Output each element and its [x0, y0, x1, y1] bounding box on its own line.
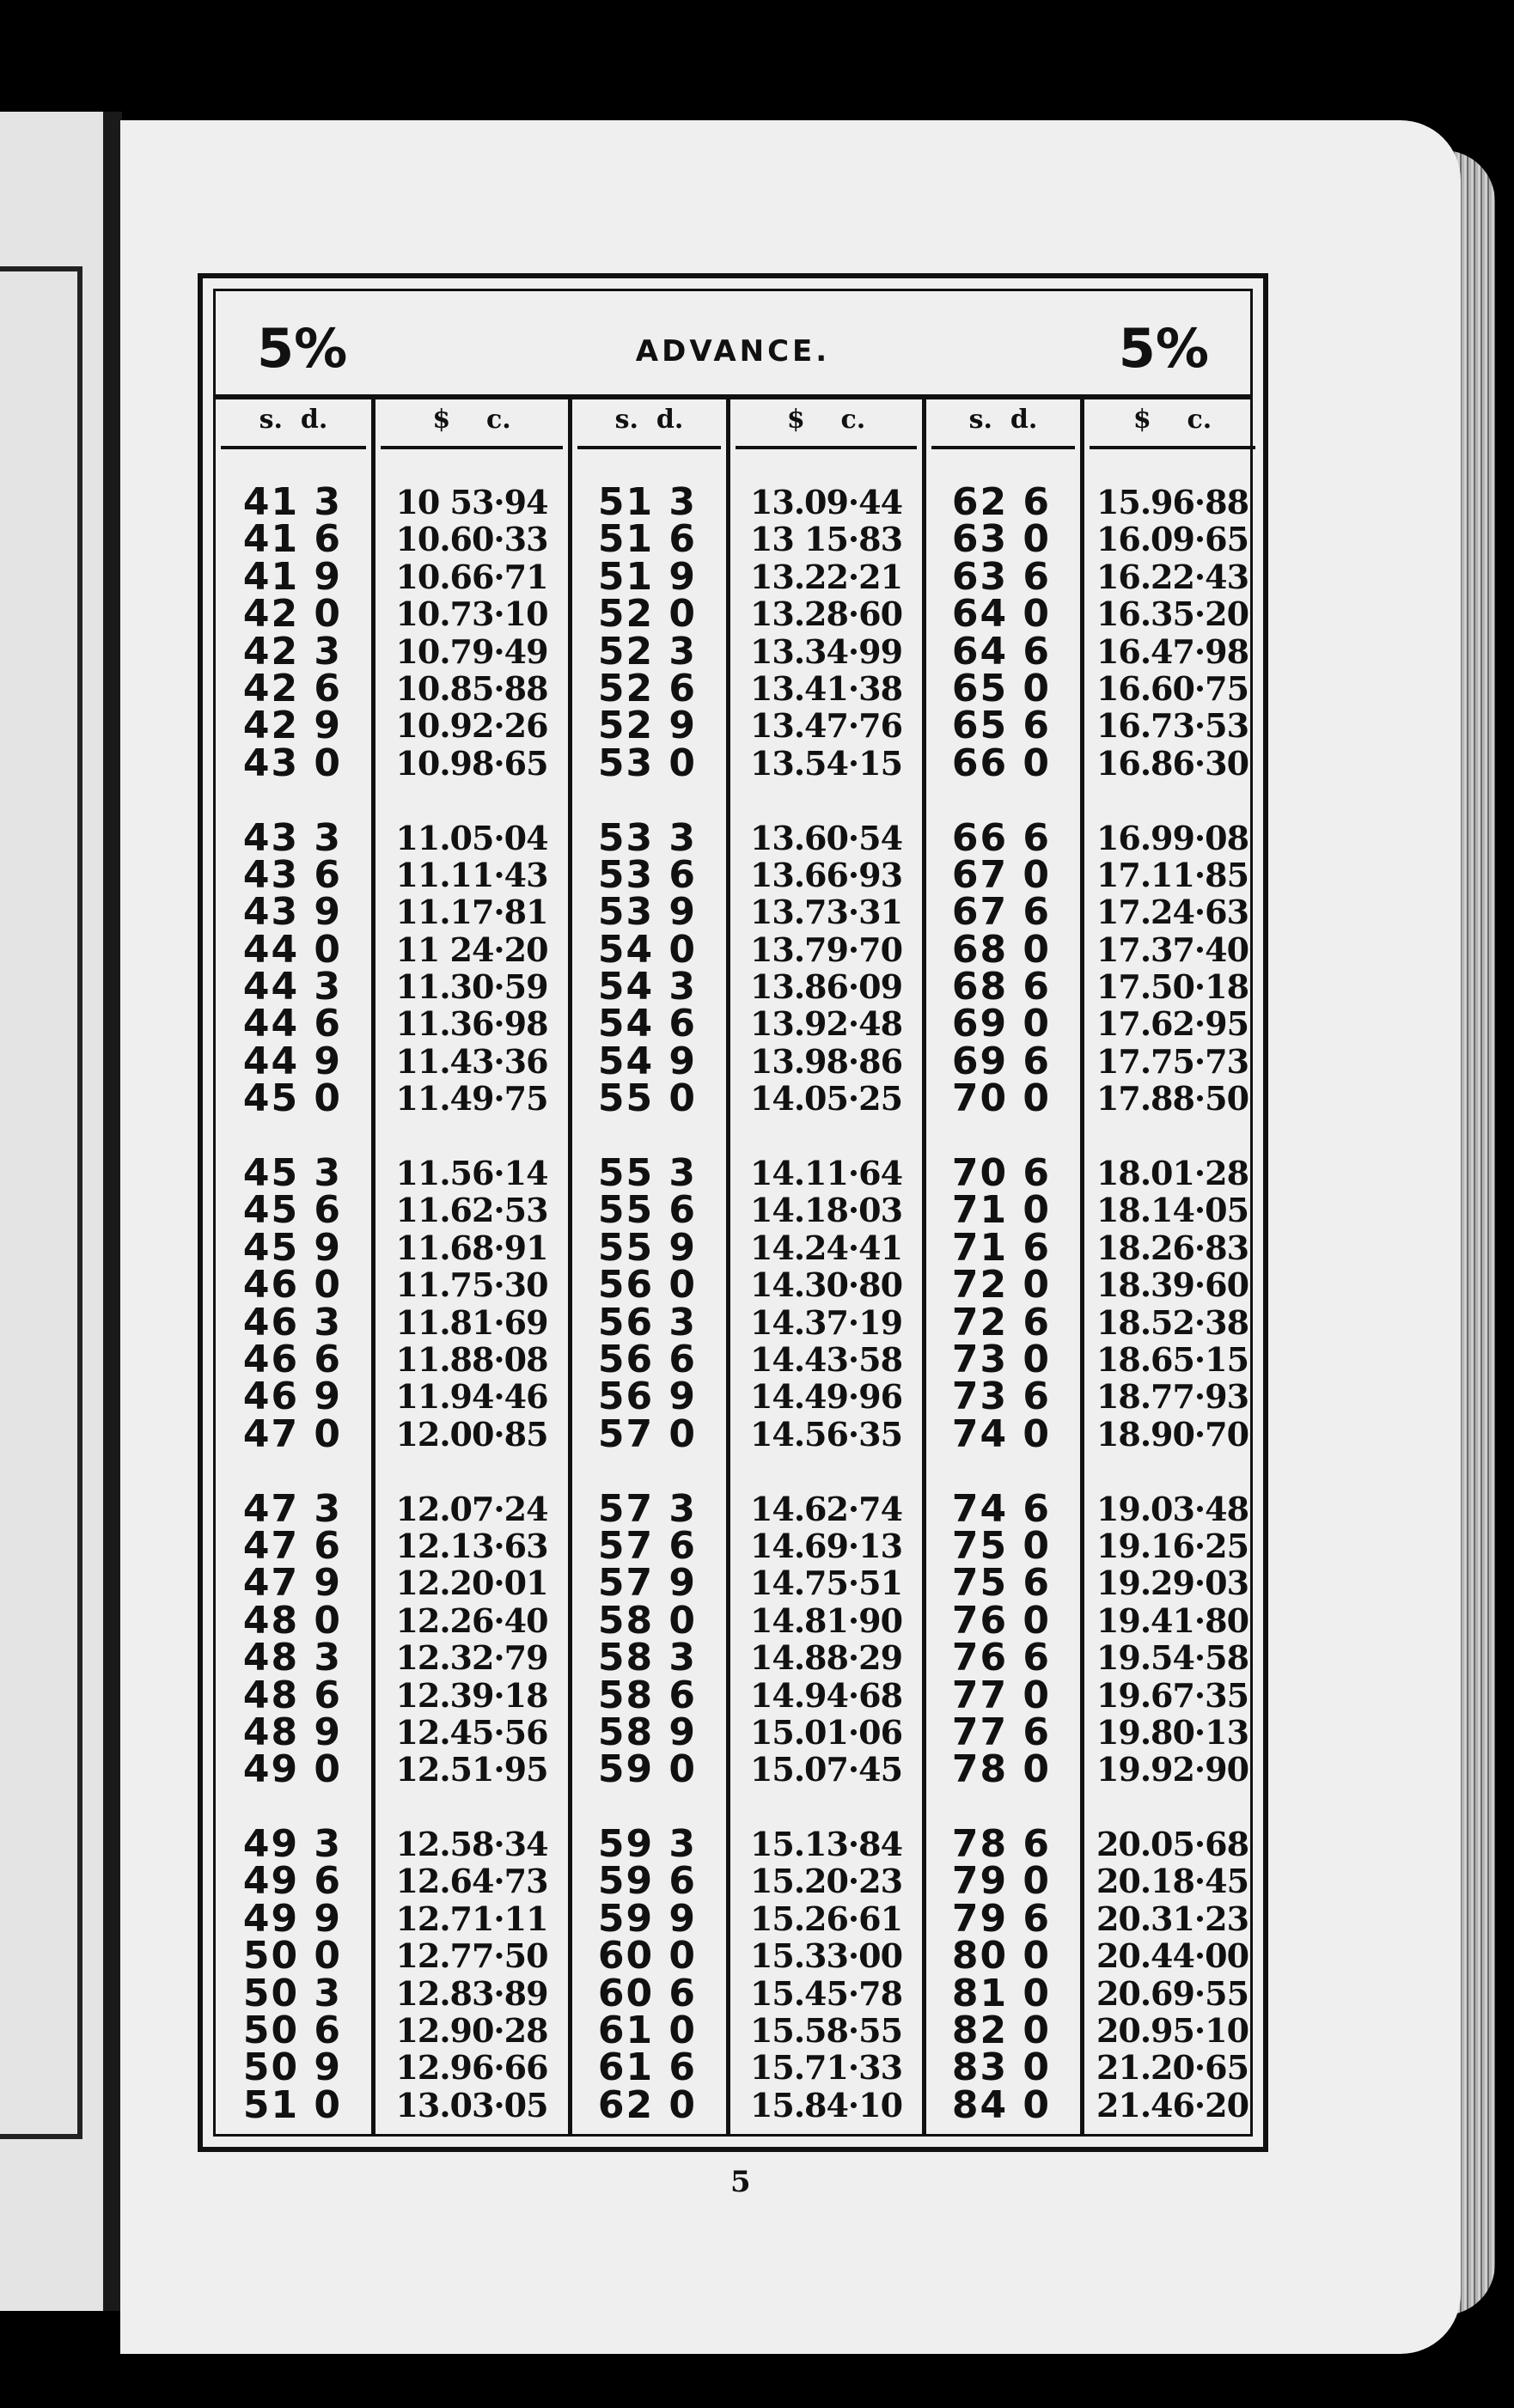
dollars-cents-cell: 10.60·33 [395, 520, 548, 559]
dollars-cents-cell: 13.34·99 [749, 631, 903, 671]
dollars-cents-cell: 18.65·15 [1096, 1339, 1249, 1379]
shillings-pence-cell: 43 9 [242, 890, 342, 935]
shillings-pence-cell: 73 0 [951, 1337, 1051, 1381]
dollars-cents-cell: 16.09·65 [1096, 520, 1249, 559]
group-gap [926, 1789, 1080, 1826]
shillings-pence-cell: 51 9 [597, 554, 697, 599]
shillings-pence-cell: 47 3 [242, 1486, 342, 1531]
dollars-cents-cell: 11.43·36 [395, 1041, 548, 1081]
group-gap [1084, 1118, 1261, 1155]
dollars-cents-cell: 18.01·28 [1096, 1154, 1249, 1193]
column-money-3 [1080, 394, 1261, 2134]
dollars-cents-cell: 11.17·81 [395, 893, 548, 932]
shillings-pence-cell: 77 6 [951, 1710, 1051, 1754]
dollars-cents-cell: 20.18·45 [1096, 1862, 1249, 1901]
shillings-pence-cell: 58 9 [597, 1710, 697, 1754]
dollars-cents-cell: 15.20·23 [749, 1862, 903, 1901]
dollars-cents-cell: 12.39·18 [395, 1675, 548, 1715]
dollars-cents-cell: 12.96·66 [395, 2048, 548, 2088]
group-gap [572, 782, 726, 819]
dollars-cents-cell: 18.52·38 [1096, 1302, 1249, 1342]
shillings-pence-cell: 47 9 [242, 1561, 342, 1606]
shillings-pence-cell: 65 0 [951, 666, 1051, 710]
shillings-pence-cell: 54 6 [597, 1002, 697, 1046]
shillings-pence-cell: 56 3 [597, 1300, 697, 1344]
dollars-cents-cell: 14.69·13 [749, 1526, 903, 1565]
dollars-cents-cell: 13.22·21 [749, 557, 903, 596]
dollars-cents-cell: 17.24·63 [1096, 893, 1249, 932]
shillings-pence-cell: 83 0 [951, 2045, 1051, 2090]
dollars-cents-cell: 11.36·98 [395, 1004, 548, 1044]
shillings-pence-cell: 43 6 [242, 852, 342, 897]
dollars-cents-cell: 16.47·98 [1096, 631, 1249, 671]
dollars-cents-cell: 14.81·90 [749, 1600, 903, 1640]
shillings-pence-cell: 44 0 [242, 927, 342, 972]
column-header-money: $ c. [381, 394, 563, 449]
shillings-pence-cell: 68 6 [951, 965, 1051, 1009]
shillings-pence-cell: 49 3 [242, 1822, 342, 1867]
group-gap [1084, 782, 1261, 819]
dollars-cents-cell: 16.86·30 [1096, 743, 1249, 783]
column-header-sd: s. d. [577, 394, 721, 449]
dollars-cents-cell: 14.37·19 [749, 1302, 903, 1342]
dollars-cents-cell: 15.45·78 [749, 1973, 903, 2013]
dollars-cents-cell: 17.75·73 [1096, 1041, 1249, 1081]
shillings-pence-cell: 66 6 [951, 815, 1051, 860]
dollars-cents-cell: 12.71·11 [395, 1899, 548, 1938]
dollars-cents-cell: 20.31·23 [1096, 1899, 1249, 1938]
dollars-cents-cell: 19.54·58 [1096, 1638, 1249, 1678]
dollars-cents-cell: 18.90·70 [1096, 1414, 1249, 1454]
shillings-pence-cell: 69 6 [951, 1039, 1051, 1083]
shillings-pence-cell: 43 3 [242, 815, 342, 860]
shillings-pence-cell: 45 6 [242, 1188, 342, 1233]
shillings-pence-cell: 72 0 [951, 1263, 1051, 1308]
dollars-cents-cell: 12.83·89 [395, 1973, 548, 2013]
dollars-cents-cell: 18.39·60 [1096, 1265, 1249, 1305]
column-header-sd: s. d. [931, 394, 1075, 449]
shillings-pence-cell: 41 9 [242, 554, 342, 599]
shillings-pence-cell: 51 3 [597, 480, 697, 524]
shillings-pence-cell: 46 0 [242, 1263, 342, 1308]
dollars-cents-cell: 19.29·03 [1096, 1564, 1249, 1603]
group-gap [1084, 1453, 1261, 1490]
dollars-cents-cell: 20.69·55 [1096, 1973, 1249, 2013]
shillings-pence-cell: 58 6 [597, 1673, 697, 1717]
shillings-pence-cell: 57 0 [597, 1411, 697, 1456]
dollars-cents-cell: 17.50·18 [1096, 967, 1249, 1007]
group-gap [216, 782, 371, 819]
dollars-cents-cell: 10.85·88 [395, 668, 548, 708]
dollars-cents-cell: 11.05·04 [395, 818, 548, 857]
shillings-pence-cell: 71 6 [951, 1225, 1051, 1270]
shillings-pence-cell: 72 6 [951, 1300, 1051, 1344]
shillings-pence-cell: 57 9 [597, 1561, 697, 1606]
dollars-cents-cell: 13.92·48 [749, 1004, 903, 1044]
dollars-cents-cell: 11.56·14 [395, 1154, 548, 1193]
dollars-cents-cell: 15.84·10 [749, 2085, 903, 2125]
shillings-pence-cell: 53 3 [597, 815, 697, 860]
dollars-cents-cell: 10.92·26 [395, 706, 548, 746]
dollars-cents-cell: 10.79·49 [395, 631, 548, 671]
dollars-cents-cell: 12.77·50 [395, 1936, 548, 1976]
dollars-cents-cell: 12.58·34 [395, 1825, 548, 1864]
dollars-cents-cell: 11.68·91 [395, 1228, 548, 1267]
dollars-cents-cell: 20.05·68 [1096, 1825, 1249, 1864]
shillings-pence-cell: 61 6 [597, 2045, 697, 2090]
dollars-cents-cell: 12.64·73 [395, 1862, 548, 1901]
group-gap [572, 1453, 726, 1490]
shillings-pence-cell: 52 9 [597, 704, 697, 748]
shillings-pence-cell: 60 0 [597, 1934, 697, 1978]
group-gap [926, 1118, 1080, 1155]
shillings-pence-cell: 78 6 [951, 1822, 1051, 1867]
shillings-pence-cell: 61 0 [597, 2009, 697, 2053]
shillings-pence-cell: 67 0 [951, 852, 1051, 897]
shillings-pence-cell: 46 9 [242, 1375, 342, 1419]
shillings-pence-cell: 59 9 [597, 1896, 697, 1941]
shillings-pence-cell: 42 0 [242, 592, 342, 637]
dollars-cents-cell: 13.66·93 [749, 855, 903, 894]
dollars-cents-cell: 21.46·20 [1096, 2085, 1249, 2125]
dollars-cents-cell: 15.33·00 [749, 1936, 903, 1976]
dollars-cents-cell: 19.80·13 [1096, 1712, 1249, 1752]
dollars-cents-cell: 14.88·29 [749, 1638, 903, 1678]
dollars-cents-cell: 14.75·51 [749, 1564, 903, 1603]
shillings-pence-cell: 58 0 [597, 1598, 697, 1643]
dollars-cents-cell: 14.30·80 [749, 1265, 903, 1305]
shillings-pence-cell: 53 6 [597, 852, 697, 897]
shillings-pence-cell: 58 3 [597, 1636, 697, 1680]
dollars-cents-cell: 12.20·01 [395, 1564, 548, 1603]
shillings-pence-cell: 47 6 [242, 1523, 342, 1568]
dollars-cents-cell: 13.03·05 [395, 2085, 548, 2125]
shillings-pence-cell: 50 3 [242, 1971, 342, 2015]
dollars-cents-cell: 11.94·46 [395, 1377, 548, 1417]
dollars-cents-cell: 12.07·24 [395, 1489, 548, 1528]
column-money-1 [371, 394, 568, 2134]
shillings-pence-cell: 55 0 [597, 1076, 697, 1121]
shillings-pence-cell: 46 6 [242, 1337, 342, 1381]
group-gap [926, 782, 1080, 819]
group-gap [926, 1453, 1080, 1490]
shillings-pence-cell: 82 0 [951, 2009, 1051, 2053]
dollars-cents-cell: 11.11·43 [395, 855, 548, 894]
dollars-cents-cell: 12.45·56 [395, 1712, 548, 1752]
shillings-pence-cell: 55 9 [597, 1225, 697, 1270]
column-sd-2 [568, 394, 726, 2134]
column-header-sd: s. d. [221, 394, 366, 449]
shillings-pence-cell: 74 6 [951, 1486, 1051, 1531]
dollars-cents-cell: 14.43·58 [749, 1339, 903, 1379]
dollars-cents-cell: 13.86·09 [749, 967, 903, 1007]
dollars-cents-cell: 19.92·90 [1096, 1750, 1249, 1789]
shillings-pence-cell: 71 0 [951, 1188, 1051, 1233]
group-gap [1084, 1789, 1261, 1826]
shillings-pence-cell: 75 0 [951, 1523, 1051, 1568]
dollars-cents-cell: 13.98·86 [749, 1041, 903, 1081]
shillings-pence-cell: 48 3 [242, 1636, 342, 1680]
dollars-cents-cell: 15.07·45 [749, 1750, 903, 1789]
shillings-pence-cell: 73 6 [951, 1375, 1051, 1419]
dollars-cents-cell: 14.94·68 [749, 1675, 903, 1715]
shillings-pence-cell: 53 9 [597, 890, 697, 935]
shillings-pence-cell: 68 0 [951, 927, 1051, 972]
shillings-pence-cell: 42 6 [242, 666, 342, 710]
shillings-pence-cell: 65 6 [951, 704, 1051, 748]
dollars-cents-cell: 13.60·54 [749, 818, 903, 857]
dollars-cents-cell: 10.98·65 [395, 743, 548, 783]
dollars-cents-cell: 15.13·84 [749, 1825, 903, 1864]
shillings-pence-cell: 70 6 [951, 1151, 1051, 1196]
dollars-cents-cell: 14.18·03 [749, 1191, 903, 1230]
dollars-cents-cell: 13.41·38 [749, 668, 903, 708]
dollars-cents-cell: 17.88·50 [1096, 1079, 1249, 1119]
shillings-pence-cell: 76 6 [951, 1636, 1051, 1680]
shillings-pence-cell: 44 3 [242, 965, 342, 1009]
column-sd-3 [922, 394, 1080, 2134]
shillings-pence-cell: 45 9 [242, 1225, 342, 1270]
group-gap [572, 1789, 726, 1826]
dollars-cents-cell: 14.24·41 [749, 1228, 903, 1267]
shillings-pence-cell: 56 9 [597, 1375, 697, 1419]
table-header [216, 291, 1250, 399]
shillings-pence-cell: 57 6 [597, 1523, 697, 1568]
dollars-cents-cell: 14.62·74 [749, 1489, 903, 1528]
shillings-pence-cell: 51 0 [242, 2082, 342, 2127]
dollars-cents-cell: 12.26·40 [395, 1600, 548, 1640]
dollars-cents-cell: 21.20·65 [1096, 2048, 1249, 2088]
dollars-cents-cell: 11.49·75 [395, 1079, 548, 1119]
shillings-pence-cell: 50 9 [242, 2045, 342, 2090]
shillings-pence-cell: 54 0 [597, 927, 697, 972]
shillings-pence-cell: 55 3 [597, 1151, 697, 1196]
shillings-pence-cell: 48 6 [242, 1673, 342, 1717]
shillings-pence-cell: 45 0 [242, 1076, 342, 1121]
shillings-pence-cell: 84 0 [951, 2082, 1051, 2127]
shillings-pence-cell: 43 0 [242, 741, 342, 785]
dollars-cents-cell: 17.37·40 [1096, 930, 1249, 969]
shillings-pence-cell: 81 0 [951, 1971, 1051, 2015]
percent-right: 5% [1118, 317, 1209, 380]
shillings-pence-cell: 42 9 [242, 704, 342, 748]
dollars-cents-cell: 11.88·08 [395, 1339, 548, 1379]
shillings-pence-cell: 48 9 [242, 1710, 342, 1754]
shillings-pence-cell: 78 0 [951, 1747, 1051, 1792]
shillings-pence-cell: 56 0 [597, 1263, 697, 1308]
shillings-pence-cell: 76 0 [951, 1598, 1051, 1643]
column-header-money: $ c. [1090, 394, 1255, 449]
shillings-pence-cell: 67 6 [951, 890, 1051, 935]
shillings-pence-cell: 79 0 [951, 1859, 1051, 1904]
column-money-2 [726, 394, 922, 2134]
group-gap [375, 782, 568, 819]
dollars-cents-cell: 11.30·59 [395, 967, 548, 1007]
dollars-cents-cell: 18.77·93 [1096, 1377, 1249, 1417]
shillings-pence-cell: 75 6 [951, 1561, 1051, 1606]
shillings-pence-cell: 70 0 [951, 1076, 1051, 1121]
shillings-pence-cell: 45 3 [242, 1151, 342, 1196]
shillings-pence-cell: 52 3 [597, 629, 697, 674]
group-gap [216, 1789, 371, 1826]
dollars-cents-cell: 16.99·08 [1096, 818, 1249, 857]
shillings-pence-cell: 79 6 [951, 1896, 1051, 1941]
shillings-pence-cell: 77 0 [951, 1673, 1051, 1717]
dollars-cents-cell: 10.73·10 [395, 594, 548, 634]
dollars-cents-cell: 20.95·10 [1096, 2011, 1249, 2051]
shillings-pence-cell: 48 0 [242, 1598, 342, 1643]
dollars-cents-cell: 11.75·30 [395, 1265, 548, 1305]
shillings-pence-cell: 44 6 [242, 1002, 342, 1046]
shillings-pence-cell: 47 0 [242, 1411, 342, 1456]
dollars-cents-cell: 15.96·88 [1096, 483, 1249, 521]
shillings-pence-cell: 57 3 [597, 1486, 697, 1531]
shillings-pence-cell: 41 3 [242, 480, 342, 524]
dollars-cents-cell: 15.71·33 [749, 2048, 903, 2088]
shillings-pence-cell: 62 6 [951, 480, 1051, 524]
dollars-cents-cell: 14.05·25 [749, 1079, 903, 1119]
page-number: 5 [730, 2165, 751, 2199]
shillings-pence-cell: 62 0 [597, 2082, 697, 2127]
dollars-cents-cell: 16.35·20 [1096, 594, 1249, 634]
shillings-pence-cell: 49 9 [242, 1896, 342, 1941]
group-gap [730, 1118, 922, 1155]
dollars-cents-cell: 16.22·43 [1096, 557, 1249, 596]
dollars-cents-cell: 19.16·25 [1096, 1526, 1249, 1565]
conversion-table [198, 273, 1268, 2152]
shillings-pence-cell: 80 0 [951, 1934, 1051, 1978]
dollars-cents-cell: 12.32·79 [395, 1638, 548, 1678]
shillings-pence-cell: 59 3 [597, 1822, 697, 1867]
table-title: ADVANCE. [635, 334, 831, 369]
shillings-pence-cell: 74 0 [951, 1411, 1051, 1456]
conversion-table-inner [213, 289, 1253, 2137]
dollars-cents-cell: 12.13·63 [395, 1526, 548, 1565]
group-gap [216, 1453, 371, 1490]
shillings-pence-cell: 42 3 [242, 629, 342, 674]
dollars-cents-cell: 13.54·15 [749, 743, 903, 783]
dollars-cents-cell: 19.67·35 [1096, 1675, 1249, 1715]
dollars-cents-cell: 18.14·05 [1096, 1191, 1249, 1230]
dollars-cents-cell: 18.26·83 [1096, 1228, 1249, 1267]
dollars-cents-cell: 13.79·70 [749, 930, 903, 969]
shillings-pence-cell: 50 6 [242, 2009, 342, 2053]
dollars-cents-cell: 10.66·71 [395, 557, 548, 596]
facing-page-frame [0, 266, 82, 2139]
dollars-cents-cell: 12.00·85 [395, 1414, 548, 1454]
dollars-cents-cell: 13.09·44 [749, 483, 903, 521]
shillings-pence-cell: 52 0 [597, 592, 697, 637]
shillings-pence-cell: 60 6 [597, 1971, 697, 2015]
dollars-cents-cell: 11.81·69 [395, 1302, 548, 1342]
dollars-cents-cell: 10 53·94 [395, 483, 548, 521]
shillings-pence-cell: 51 6 [597, 517, 697, 562]
shillings-pence-cell: 63 6 [951, 554, 1051, 599]
group-gap [730, 1453, 922, 1490]
dollars-cents-cell: 17.62·95 [1096, 1004, 1249, 1044]
dollars-cents-cell: 13.28·60 [749, 594, 903, 634]
dollars-cents-cell: 11 24·20 [395, 930, 548, 969]
group-gap [216, 1118, 371, 1155]
shillings-pence-cell: 59 0 [597, 1747, 697, 1792]
shillings-pence-cell: 41 6 [242, 517, 342, 562]
shillings-pence-cell: 64 0 [951, 592, 1051, 637]
dollars-cents-cell: 14.11·64 [749, 1154, 903, 1193]
dollars-cents-cell: 16.73·53 [1096, 706, 1249, 746]
shillings-pence-cell: 69 0 [951, 1002, 1051, 1046]
dollars-cents-cell: 16.60·75 [1096, 668, 1249, 708]
column-header-money: $ c. [736, 394, 917, 449]
dollars-cents-cell: 12.51·95 [395, 1750, 548, 1789]
shillings-pence-cell: 54 3 [597, 965, 697, 1009]
dollars-cents-cell: 11.62·53 [395, 1191, 548, 1230]
dollars-cents-cell: 13.47·76 [749, 706, 903, 746]
shillings-pence-cell: 54 9 [597, 1039, 697, 1083]
shillings-pence-cell: 53 0 [597, 741, 697, 785]
dollars-cents-cell: 20.44·00 [1096, 1936, 1249, 1976]
dollars-cents-cell: 17.11·85 [1096, 855, 1249, 894]
shillings-pence-cell: 63 0 [951, 517, 1051, 562]
group-gap [572, 1118, 726, 1155]
shillings-pence-cell: 64 6 [951, 629, 1051, 674]
dollars-cents-cell: 13.73·31 [749, 893, 903, 932]
shillings-pence-cell: 44 9 [242, 1039, 342, 1083]
dollars-cents-cell: 19.41·80 [1096, 1600, 1249, 1640]
facing-page [0, 112, 122, 2311]
dollars-cents-cell: 14.56·35 [749, 1414, 903, 1454]
shillings-pence-cell: 52 6 [597, 666, 697, 710]
shillings-pence-cell: 50 0 [242, 1934, 342, 1978]
dollars-cents-cell: 13 15·83 [749, 520, 903, 559]
group-gap [375, 1789, 568, 1826]
group-gap [375, 1118, 568, 1155]
shillings-pence-cell: 55 6 [597, 1188, 697, 1233]
group-gap [730, 782, 922, 819]
shillings-pence-cell: 59 6 [597, 1859, 697, 1904]
dollars-cents-cell: 15.58·55 [749, 2011, 903, 2051]
shillings-pence-cell: 56 6 [597, 1337, 697, 1381]
shillings-pence-cell: 66 0 [951, 741, 1051, 785]
dollars-cents-cell: 15.26·61 [749, 1899, 903, 1938]
group-gap [730, 1789, 922, 1826]
shillings-pence-cell: 49 6 [242, 1859, 342, 1904]
dollars-cents-cell: 14.49·96 [749, 1377, 903, 1417]
shillings-pence-cell: 46 3 [242, 1300, 342, 1344]
column-sd-1 [216, 394, 371, 2134]
dollars-cents-cell: 12.90·28 [395, 2011, 548, 2051]
dollars-cents-cell: 19.03·48 [1096, 1489, 1249, 1528]
group-gap [375, 1453, 568, 1490]
shillings-pence-cell: 49 0 [242, 1747, 342, 1792]
dollars-cents-cell: 15.01·06 [749, 1712, 903, 1752]
percent-left: 5% [257, 317, 348, 380]
